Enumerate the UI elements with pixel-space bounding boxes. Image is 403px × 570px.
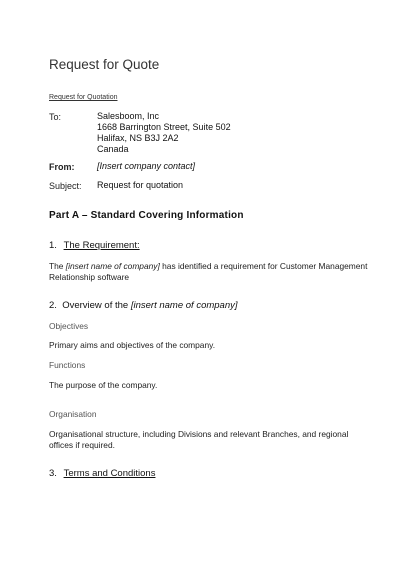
from-value: [Insert company contact]	[97, 161, 196, 171]
part-a-heading: Part A – Standard Covering Information	[49, 210, 244, 221]
section-number: 3.	[49, 468, 57, 479]
requirement-paragraph	[49, 261, 369, 283]
section-title: 2. Overview of the	[49, 300, 131, 311]
to-address-line: 1668 Barrington Street, Suite 502	[97, 122, 231, 132]
subject-label: Subject:	[49, 181, 82, 191]
section-number: 1.	[49, 240, 57, 251]
to-address-line: Salesboom, Inc	[97, 111, 160, 121]
page-title: Request for Quote	[49, 57, 160, 72]
objectives-text: Primary aims and objectives of the company.	[49, 340, 216, 350]
organisation-label: Organisation	[49, 409, 97, 419]
organisation-text: Organisational structure, including Divisions and relevant Branches, and regional offices if required.	[49, 429, 349, 450]
objectives-label: Objectives	[49, 321, 89, 331]
to-address-line: Halifax, NS B3J 2A2	[97, 133, 179, 143]
section-3-heading	[49, 468, 155, 479]
company-placeholder: [insert name of company]	[65, 261, 160, 271]
subject-value: Request for quotation	[97, 180, 184, 190]
company-placeholder: [insert name of company]	[130, 300, 238, 311]
paragraph-text: The	[49, 261, 66, 271]
document-subtitle: Request for Quotation	[49, 94, 118, 101]
paragraph-text: has identified a requirement for Customer Management Relationship software	[49, 261, 368, 282]
functions-label: Functions	[49, 360, 86, 370]
to-label: To:	[49, 112, 62, 122]
section-title: The Requirement:	[63, 240, 140, 251]
functions-text: The purpose of the company.	[49, 380, 158, 390]
from-label: From:	[49, 162, 75, 172]
section-2-heading	[49, 300, 238, 311]
to-address-line: Canada	[97, 144, 129, 154]
section-1-heading	[49, 240, 140, 251]
section-title: Terms and Conditions	[63, 468, 156, 479]
